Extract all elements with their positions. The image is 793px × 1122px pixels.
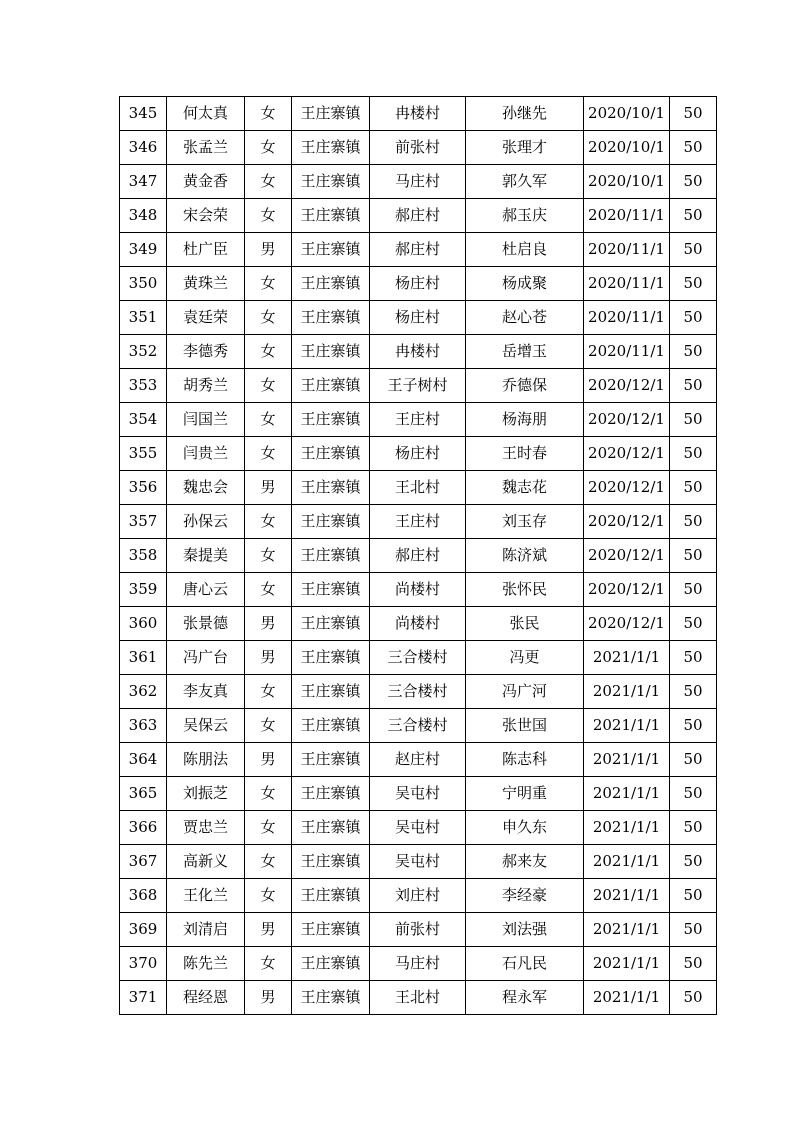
table-row [120, 743, 717, 777]
name-cell: 秦提美 [167, 539, 245, 573]
village-cell: 杨庄村 [370, 437, 466, 471]
village-cell: 三合楼村 [370, 709, 466, 743]
name-cell: 孙保云 [167, 505, 245, 539]
date-cell: 2021/1/1 [584, 709, 670, 743]
amount-cell: 50 [670, 165, 717, 199]
name-cell: 胡秀兰 [167, 369, 245, 403]
town-cell: 王庄寨镇 [292, 641, 370, 675]
date-cell: 2020/10/1 [584, 131, 670, 165]
date-cell: 2021/1/1 [584, 811, 670, 845]
date-cell: 2020/10/1 [584, 165, 670, 199]
date-cell: 2020/12/1 [584, 607, 670, 641]
gender-cell: 男 [245, 913, 292, 947]
table-row [120, 607, 717, 641]
name-cell: 王化兰 [167, 879, 245, 913]
date-cell: 2021/1/1 [584, 641, 670, 675]
village-cell: 前张村 [370, 131, 466, 165]
serial-number-cell: 346 [120, 131, 167, 165]
table-row [120, 505, 717, 539]
date-cell: 2021/1/1 [584, 879, 670, 913]
date-cell: 2020/10/1 [584, 97, 670, 131]
name-cell: 陈先兰 [167, 947, 245, 981]
town-cell: 王庄寨镇 [292, 607, 370, 641]
name-cell: 唐心云 [167, 573, 245, 607]
serial-number-cell: 350 [120, 267, 167, 301]
name-cell: 闫国兰 [167, 403, 245, 437]
gender-cell: 女 [245, 709, 292, 743]
serial-number-cell: 361 [120, 641, 167, 675]
contact-cell: 郭久军 [466, 165, 584, 199]
amount-cell: 50 [670, 97, 717, 131]
name-cell: 黄金香 [167, 165, 245, 199]
amount-cell: 50 [670, 267, 717, 301]
name-cell: 吴保云 [167, 709, 245, 743]
amount-cell: 50 [670, 811, 717, 845]
contact-cell: 杨成聚 [466, 267, 584, 301]
serial-number-cell: 369 [120, 913, 167, 947]
gender-cell: 女 [245, 573, 292, 607]
contact-cell: 杜启良 [466, 233, 584, 267]
date-cell: 2020/12/1 [584, 573, 670, 607]
name-cell: 刘振芝 [167, 777, 245, 811]
gender-cell: 女 [245, 879, 292, 913]
village-cell: 刘庄村 [370, 879, 466, 913]
town-cell: 王庄寨镇 [292, 743, 370, 777]
gender-cell: 女 [245, 845, 292, 879]
amount-cell: 50 [670, 743, 717, 777]
serial-number-cell: 356 [120, 471, 167, 505]
contact-cell: 程永军 [466, 981, 584, 1015]
roster-body [120, 97, 717, 1015]
date-cell: 2021/1/1 [584, 981, 670, 1015]
gender-cell: 女 [245, 437, 292, 471]
table-row [120, 369, 717, 403]
village-cell: 三合楼村 [370, 641, 466, 675]
contact-cell: 郝来友 [466, 845, 584, 879]
amount-cell: 50 [670, 641, 717, 675]
village-cell: 马庄村 [370, 165, 466, 199]
serial-number-cell: 348 [120, 199, 167, 233]
serial-number-cell: 363 [120, 709, 167, 743]
gender-cell: 女 [245, 811, 292, 845]
village-cell: 吴屯村 [370, 811, 466, 845]
town-cell: 王庄寨镇 [292, 335, 370, 369]
serial-number-cell: 364 [120, 743, 167, 777]
serial-number-cell: 370 [120, 947, 167, 981]
amount-cell: 50 [670, 301, 717, 335]
date-cell: 2021/1/1 [584, 743, 670, 777]
town-cell: 王庄寨镇 [292, 505, 370, 539]
contact-cell: 张理才 [466, 131, 584, 165]
village-cell: 王北村 [370, 471, 466, 505]
gender-cell: 女 [245, 777, 292, 811]
table-row [120, 199, 717, 233]
roster-table [119, 96, 717, 1015]
town-cell: 王庄寨镇 [292, 369, 370, 403]
amount-cell: 50 [670, 437, 717, 471]
name-cell: 李友真 [167, 675, 245, 709]
amount-cell: 50 [670, 505, 717, 539]
name-cell: 魏忠会 [167, 471, 245, 505]
gender-cell: 女 [245, 369, 292, 403]
table-row [120, 709, 717, 743]
amount-cell: 50 [670, 777, 717, 811]
name-cell: 张孟兰 [167, 131, 245, 165]
town-cell: 王庄寨镇 [292, 913, 370, 947]
date-cell: 2020/12/1 [584, 539, 670, 573]
gender-cell: 女 [245, 403, 292, 437]
date-cell: 2021/1/1 [584, 777, 670, 811]
village-cell: 王庄村 [370, 403, 466, 437]
contact-cell: 刘法强 [466, 913, 584, 947]
table-row [120, 131, 717, 165]
gender-cell: 女 [245, 131, 292, 165]
contact-cell: 张世国 [466, 709, 584, 743]
table-row [120, 437, 717, 471]
town-cell: 王庄寨镇 [292, 947, 370, 981]
serial-number-cell: 355 [120, 437, 167, 471]
table-row [120, 845, 717, 879]
village-cell: 王北村 [370, 981, 466, 1015]
village-cell: 尚楼村 [370, 607, 466, 641]
amount-cell: 50 [670, 471, 717, 505]
table-row [120, 947, 717, 981]
gender-cell: 女 [245, 199, 292, 233]
date-cell: 2020/11/1 [584, 335, 670, 369]
gender-cell: 女 [245, 335, 292, 369]
date-cell: 2021/1/1 [584, 675, 670, 709]
amount-cell: 50 [670, 913, 717, 947]
contact-cell: 石凡民 [466, 947, 584, 981]
table-row [120, 573, 717, 607]
amount-cell: 50 [670, 845, 717, 879]
serial-number-cell: 359 [120, 573, 167, 607]
village-cell: 王子树村 [370, 369, 466, 403]
gender-cell: 女 [245, 539, 292, 573]
contact-cell: 申久东 [466, 811, 584, 845]
contact-cell: 岳增玉 [466, 335, 584, 369]
table-row [120, 777, 717, 811]
contact-cell: 陈志科 [466, 743, 584, 777]
amount-cell: 50 [670, 675, 717, 709]
table-row [120, 301, 717, 335]
town-cell: 王庄寨镇 [292, 267, 370, 301]
serial-number-cell: 347 [120, 165, 167, 199]
town-cell: 王庄寨镇 [292, 777, 370, 811]
amount-cell: 50 [670, 573, 717, 607]
date-cell: 2020/12/1 [584, 471, 670, 505]
town-cell: 王庄寨镇 [292, 233, 370, 267]
village-cell: 吴屯村 [370, 777, 466, 811]
amount-cell: 50 [670, 131, 717, 165]
village-cell: 杨庄村 [370, 267, 466, 301]
name-cell: 张景德 [167, 607, 245, 641]
table-row [120, 471, 717, 505]
contact-cell: 孙继先 [466, 97, 584, 131]
table-row [120, 913, 717, 947]
gender-cell: 女 [245, 97, 292, 131]
name-cell: 陈朋法 [167, 743, 245, 777]
date-cell: 2020/11/1 [584, 233, 670, 267]
town-cell: 王庄寨镇 [292, 471, 370, 505]
contact-cell: 宁明重 [466, 777, 584, 811]
contact-cell: 刘玉存 [466, 505, 584, 539]
serial-number-cell: 368 [120, 879, 167, 913]
amount-cell: 50 [670, 403, 717, 437]
amount-cell: 50 [670, 539, 717, 573]
name-cell: 高新义 [167, 845, 245, 879]
gender-cell: 女 [245, 947, 292, 981]
serial-number-cell: 371 [120, 981, 167, 1015]
village-cell: 杨庄村 [370, 301, 466, 335]
village-cell: 冉楼村 [370, 97, 466, 131]
date-cell: 2020/12/1 [584, 437, 670, 471]
village-cell: 吴屯村 [370, 845, 466, 879]
contact-cell: 张民 [466, 607, 584, 641]
gender-cell: 女 [245, 505, 292, 539]
serial-number-cell: 362 [120, 675, 167, 709]
table-row [120, 879, 717, 913]
town-cell: 王庄寨镇 [292, 981, 370, 1015]
gender-cell: 男 [245, 233, 292, 267]
village-cell: 冉楼村 [370, 335, 466, 369]
serial-number-cell: 352 [120, 335, 167, 369]
name-cell: 宋会荣 [167, 199, 245, 233]
serial-number-cell: 353 [120, 369, 167, 403]
town-cell: 王庄寨镇 [292, 709, 370, 743]
village-cell: 马庄村 [370, 947, 466, 981]
name-cell: 李德秀 [167, 335, 245, 369]
amount-cell: 50 [670, 947, 717, 981]
town-cell: 王庄寨镇 [292, 675, 370, 709]
serial-number-cell: 367 [120, 845, 167, 879]
contact-cell: 乔德保 [466, 369, 584, 403]
village-cell: 尚楼村 [370, 573, 466, 607]
contact-cell: 王时春 [466, 437, 584, 471]
name-cell: 闫贵兰 [167, 437, 245, 471]
serial-number-cell: 366 [120, 811, 167, 845]
village-cell: 前张村 [370, 913, 466, 947]
serial-number-cell: 345 [120, 97, 167, 131]
date-cell: 2021/1/1 [584, 947, 670, 981]
serial-number-cell: 360 [120, 607, 167, 641]
table-row [120, 539, 717, 573]
name-cell: 程经恩 [167, 981, 245, 1015]
contact-cell: 李经豪 [466, 879, 584, 913]
town-cell: 王庄寨镇 [292, 301, 370, 335]
gender-cell: 女 [245, 301, 292, 335]
table-row [120, 165, 717, 199]
amount-cell: 50 [670, 335, 717, 369]
gender-cell: 女 [245, 165, 292, 199]
serial-number-cell: 357 [120, 505, 167, 539]
name-cell: 袁廷荣 [167, 301, 245, 335]
table-row [120, 641, 717, 675]
contact-cell: 张怀民 [466, 573, 584, 607]
table-row [120, 981, 717, 1015]
village-cell: 王庄村 [370, 505, 466, 539]
table-row [120, 233, 717, 267]
town-cell: 王庄寨镇 [292, 539, 370, 573]
table-row [120, 267, 717, 301]
date-cell: 2020/12/1 [584, 403, 670, 437]
date-cell: 2021/1/1 [584, 913, 670, 947]
amount-cell: 50 [670, 981, 717, 1015]
gender-cell: 女 [245, 267, 292, 301]
village-cell: 赵庄村 [370, 743, 466, 777]
date-cell: 2021/1/1 [584, 845, 670, 879]
contact-cell: 赵心苍 [466, 301, 584, 335]
contact-cell: 陈济斌 [466, 539, 584, 573]
serial-number-cell: 351 [120, 301, 167, 335]
table-row [120, 675, 717, 709]
name-cell: 贾忠兰 [167, 811, 245, 845]
date-cell: 2020/12/1 [584, 505, 670, 539]
serial-number-cell: 354 [120, 403, 167, 437]
town-cell: 王庄寨镇 [292, 165, 370, 199]
gender-cell: 男 [245, 981, 292, 1015]
village-cell: 郝庄村 [370, 539, 466, 573]
contact-cell: 冯广河 [466, 675, 584, 709]
amount-cell: 50 [670, 709, 717, 743]
amount-cell: 50 [670, 233, 717, 267]
name-cell: 杜广臣 [167, 233, 245, 267]
table-row [120, 811, 717, 845]
date-cell: 2020/11/1 [584, 267, 670, 301]
serial-number-cell: 349 [120, 233, 167, 267]
gender-cell: 男 [245, 471, 292, 505]
town-cell: 王庄寨镇 [292, 573, 370, 607]
town-cell: 王庄寨镇 [292, 131, 370, 165]
name-cell: 刘清启 [167, 913, 245, 947]
gender-cell: 男 [245, 607, 292, 641]
contact-cell: 冯更 [466, 641, 584, 675]
gender-cell: 男 [245, 641, 292, 675]
table-row [120, 403, 717, 437]
serial-number-cell: 365 [120, 777, 167, 811]
town-cell: 王庄寨镇 [292, 845, 370, 879]
gender-cell: 女 [245, 675, 292, 709]
date-cell: 2020/11/1 [584, 301, 670, 335]
serial-number-cell: 358 [120, 539, 167, 573]
table-row [120, 335, 717, 369]
amount-cell: 50 [670, 199, 717, 233]
date-cell: 2020/12/1 [584, 369, 670, 403]
gender-cell: 男 [245, 743, 292, 777]
amount-cell: 50 [670, 879, 717, 913]
amount-cell: 50 [670, 369, 717, 403]
village-cell: 郝庄村 [370, 199, 466, 233]
contact-cell: 郝玉庆 [466, 199, 584, 233]
contact-cell: 魏志花 [466, 471, 584, 505]
town-cell: 王庄寨镇 [292, 879, 370, 913]
town-cell: 王庄寨镇 [292, 811, 370, 845]
table-row [120, 97, 717, 131]
town-cell: 王庄寨镇 [292, 437, 370, 471]
amount-cell: 50 [670, 607, 717, 641]
name-cell: 何太真 [167, 97, 245, 131]
town-cell: 王庄寨镇 [292, 199, 370, 233]
date-cell: 2020/11/1 [584, 199, 670, 233]
town-cell: 王庄寨镇 [292, 403, 370, 437]
contact-cell: 杨海朋 [466, 403, 584, 437]
name-cell: 冯广台 [167, 641, 245, 675]
name-cell: 黄珠兰 [167, 267, 245, 301]
village-cell: 三合楼村 [370, 675, 466, 709]
village-cell: 郝庄村 [370, 233, 466, 267]
town-cell: 王庄寨镇 [292, 97, 370, 131]
